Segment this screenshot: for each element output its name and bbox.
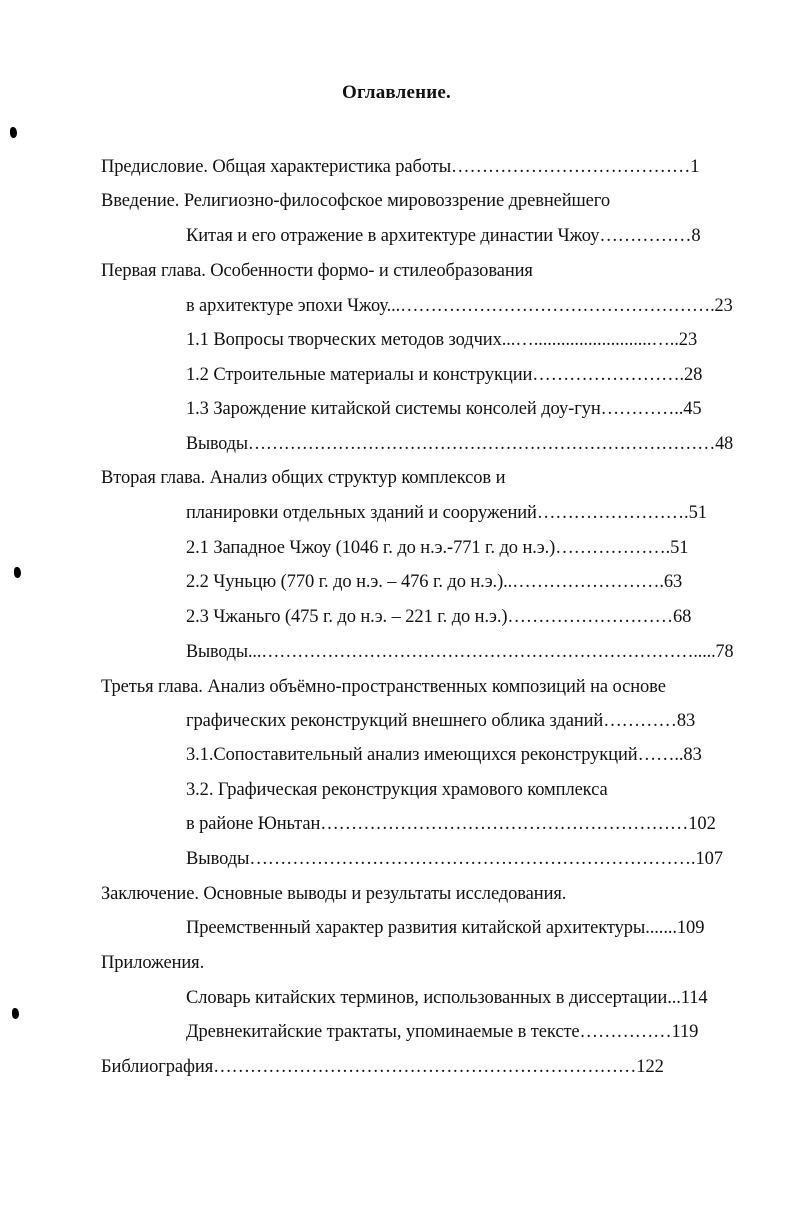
toc-entry: в районе Юньтан……………………………………………………102 [186,814,716,834]
toc-entry: Заключение. Основные выводы и результаты исследования. [101,884,567,904]
toc-entry: Вторая глава. Анализ общих структур комплексов и [101,468,506,488]
toc-entry: Введение. Религиозно-философское мировоззрение древнейшего [101,191,610,211]
toc-entry: Выводы……………………………………………………………….107 [186,849,723,869]
toc-entry: 2.3 Чжаньго (475 г. до н.э. – 221 г. до н.э.)………………………68 [186,607,692,627]
toc-entry: Третья глава. Анализ объёмно-пространственных композиций на основе [101,677,666,697]
page-title: Оглавление. [342,82,451,103]
toc-entry: Библиография……………………………………………………………122 [101,1057,664,1077]
toc-entry: 3.1.Сопоставительный анализ имеющихся реконструкций……..83 [186,745,702,765]
toc-entry: Приложения. [101,953,205,973]
toc-entry: Преемственный характер развития китайской архитектуры.......109 [186,918,705,938]
toc-entry: 1.1 Вопросы творческих методов зодчих...…..........................…..23 [186,330,698,350]
toc-entry: Выводы...……………………………………………………………….....78 [186,642,734,662]
toc-entry: 1.3 Зарождение китайской системы консолей доу-гун…………..45 [186,399,702,419]
toc-entry: в архитектуре эпохи Чжоу...…………………………………………….23 [186,296,733,316]
toc-entry: планировки отдельных зданий и сооружений…………………….51 [186,503,707,523]
toc-entry: Предисловие. Общая характеристика работы…………………………………1 [101,157,700,177]
toc-entry: Древнекитайские трактаты, упоминаемые в тексте……………119 [186,1022,699,1042]
toc-entry: 2.2 Чуньцю (770 г. до н.э. – 476 г. до н.э.)..…………………….63 [186,572,683,592]
toc-entry: Первая глава. Особенности формо- и стилеобразования [101,261,533,281]
toc-entry: Словарь китайских терминов, использованных в диссертации...114 [186,988,708,1008]
toc-entry: Выводы……………………………………………………………………48 [186,434,734,454]
toc-entry: 3.2. Графическая реконструкция храмового комплекса [186,780,608,800]
toc-entry: 1.2 Строительные материалы и конструкции…………………….28 [186,365,703,385]
toc-entry: графических реконструкций внешнего облика зданий…………83 [186,711,696,731]
toc-entry: Китая и его отражение в архитектуре династии Чжоу……………8 [186,226,701,246]
toc-entry: 2.1 Западное Чжоу (1046 г. до н.э.-771 г. до н.э.)……………….51 [186,538,689,558]
